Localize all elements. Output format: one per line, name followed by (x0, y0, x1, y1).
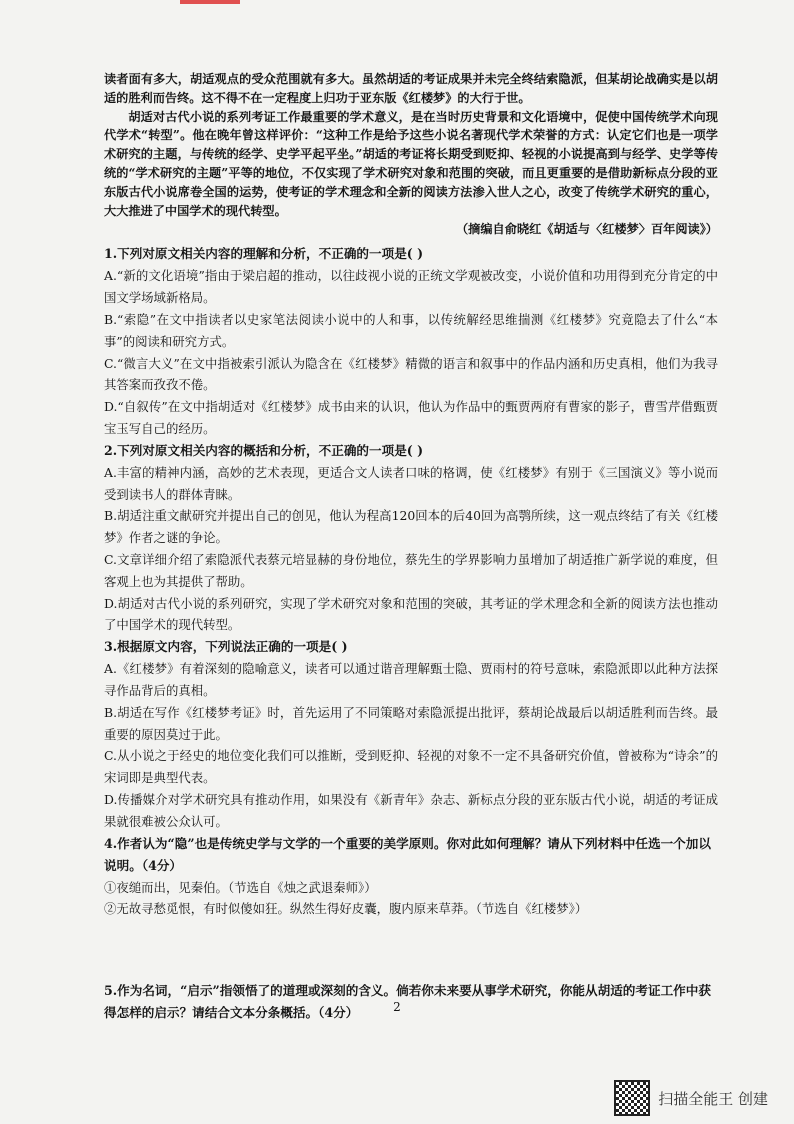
question-2-option-c: C.文章详细介绍了索隐派代表蔡元培显赫的身份地位，蔡先生的学界影响力虽增加了胡适推广新学说的难度，但客观上也为其提供了帮助。 (104, 551, 718, 589)
question-2-option-b: B.胡适注重文献研究并提出自己的创见，他认为程高120回本的后40回为高鹗所续，这一观点终结了有关《红楼梦》作者之谜的争论。 (104, 508, 718, 546)
passage-paragraph-1: 读者面有多大，胡适观点的受众范围就有多大。虽然胡适的考证成果并未完全终结索隐派，但某胡论战确实是以胡适的胜利而告终。这不得不在一定程度上归功于亚东版《红楼梦》的大行于世。 (104, 72, 718, 105)
passage-paragraph-2: 胡适对古代小说的系列考证工作最重要的学术意义，是在当时历史背景和文化语境中，促使中国传统学术向现代学术“转型”。他在晚年曾这样评价：“这种工作是给予这些小说名著现代学术荣誉的方式：认定它们也是一项学术研究的主题，与传统的经学、史学平起平坐。”胡适的考证将长期受到贬抑、轻视的小说提高到与经学、史学等传统的“学术研究的主题”平等的地位，不仅实现了学术研究对象和范围的突破，而且更重要的是借助新标点分段的亚东版古代小说席卷全国的运势，使考证的学术理念和全新的阅读方法渗入世人之心，改变了传统学术研究的重心，大大推进了中国学术的现代转型。 (104, 109, 718, 218)
question-4-material-2: ②无故寻愁觅恨，有时似傻如狂。纵然生得好皮囊，腹内原来草莽。（节选自《红楼梦》） (104, 901, 588, 917)
question-2-title: 2.下列对原文相关内容的概括和分析，不正确的一项是( ) (104, 442, 424, 458)
answer-space (104, 920, 718, 980)
question-3-option-c: C.从小说之于经史的地位变化我们可以推断，受到贬抑、轻视的对象不一定不具备研究价值，曾被称为“诗余”的宋词即是典型代表。 (104, 748, 718, 786)
question-1-option-b: B.“索隐”在文中指读者以史家笔法阅读小说中的人和事，以传统解经思维揣测《红楼梦》究竟隐去了什么“本事”的阅读和研究方式。 (104, 311, 718, 349)
question-4-title: 4.作者认为“隐”也是传统史学与文学的一个重要的美学原则。你对此如何理解？请从下列材料中任选一个加以说明。（4分） (104, 835, 711, 873)
question-3-option-a: A.《红楼梦》有着深刻的隐喻意义，读者可以通过谐音理解甄士隐、贾雨村的符号意味，索隐派即以此种方法探寻作品背后的真相。 (104, 661, 718, 698)
question-2-option-d: D.胡适对古代小说的系列研究，实现了学术研究对象和范围的突破，其考证的学术理念和全新的阅读方法也推动了中国学术的现代转型。 (104, 595, 718, 633)
question-3-option-d: D.传播媒介对学术研究具有推动作用，如果没有《新青年》杂志、新标点分段的亚东版古代小说，胡适的考证成果就很难被公众认可。 (104, 791, 718, 829)
red-edge-mark (180, 0, 240, 4)
document-page (104, 70, 718, 1024)
scanner-watermark (614, 1080, 768, 1116)
question-4-material-1: ①夜缒而出，见秦伯。（节选自《烛之武退秦师》） (104, 879, 377, 895)
qr-code-icon (614, 1080, 650, 1116)
question-1-title: 1.下列对原文相关内容的理解和分析，不正确的一项是( ) (104, 246, 424, 262)
question-1-option-d: D.“自叙传”在文中指胡适对《红楼梦》成书由来的认识，他认为作品中的甄贾两府有曹家的影子，曹雪芹借甄贾宝玉写自己的经历。 (104, 399, 718, 436)
page-number: 2 (393, 1000, 401, 1014)
question-1-option-a: A.“新的文化语境”指由于梁启超的推动，以往歧视小说的正统文学观被改变，小说价值和功用得到充分肯定的中国文学场域新格局。 (104, 268, 718, 306)
watermark-text: 扫描全能王 创建 (658, 1089, 768, 1108)
passage-source: （摘编自俞晓红《胡适与〈红楼梦〉百年阅读》） (455, 222, 718, 237)
question-3-option-b: B.胡适在写作《红楼梦考证》时，首先运用了不同策略对索隐派提出批评，蔡胡论战最后以胡适胜利而告终。最重要的原因莫过于此。 (104, 704, 718, 742)
question-3-title: 3.根据原文内容，下列说法正确的一项是( ) (104, 639, 348, 655)
question-1-option-c: C.“微言大义”在文中指被索引派认为隐含在《红楼梦》精微的语言和叙事中的作品内涵和历史真相，他们为我寻其答案而孜孜不倦。 (104, 355, 718, 393)
question-2-option-a: A.丰富的精神内涵，高妙的艺术表现，更适合文人读者口味的格调，使《红楼梦》有别于《三国演义》等小说而受到读书人的群体青睐。 (104, 464, 718, 502)
question-5-title: 5.作为名词，“启示”指领悟了的道理或深刻的含义。倘若你未来要从事学术研究，你能从胡适的考证工作中获得怎样的启示？请结合文本分条概括。（4分） (104, 983, 711, 1021)
